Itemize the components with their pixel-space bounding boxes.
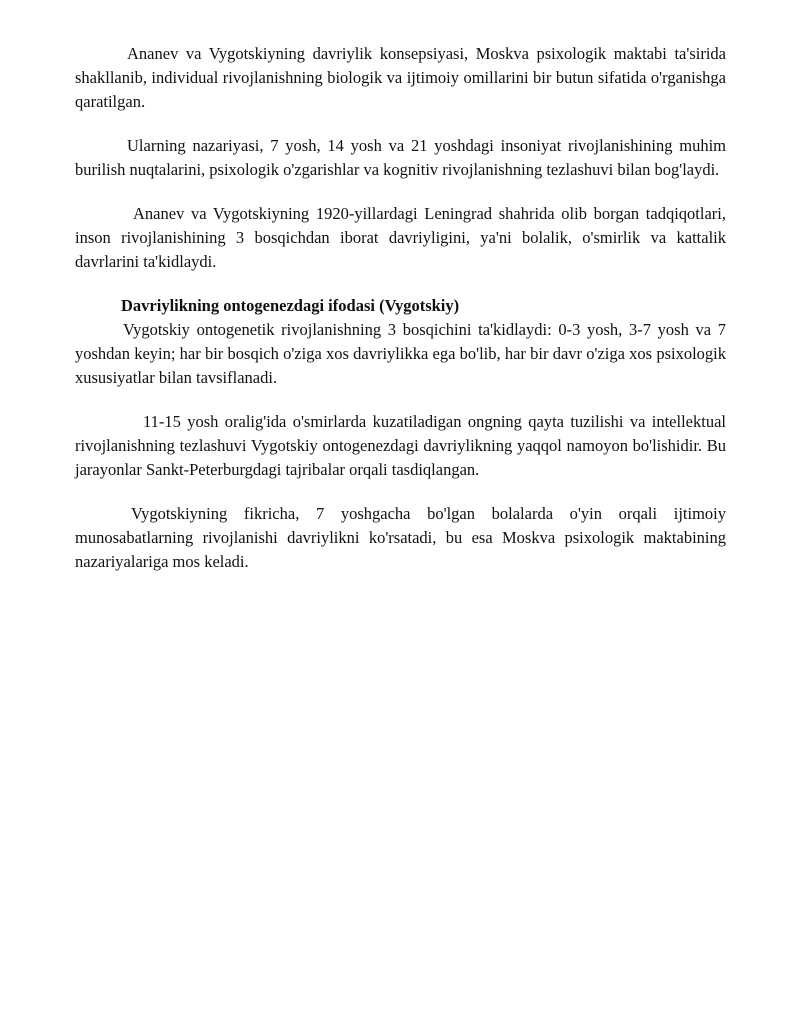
section-paragraph-2: 11-15 yosh oralig'ida o'smirlarda kuzatiladigan ongning qayta tuzilishi va intellektual rivojlanishning tezlashuvi Vygotskiy ontogenezdagi davriylikning yaqqol namoyon bo'lishidir. Bu jarayonlar Sankt-Peterburgdagi tajribalar orqali tasdiqlangan. bbox=[75, 412, 726, 479]
section-paragraph-3: Vygotskiyning fikricha, 7 yoshgacha bo'lgan bolalarda o'yin orqali ijtimoiy munosabatlarning rivojlanishi davriylikni ko'rsatadi, bu esa Moskva psixologik maktabining nazariyalariga mos keladi. bbox=[75, 504, 726, 571]
paragraph-2: Ularning nazariyasi, 7 yosh, 14 yosh va 21 yoshdagi insoniyat rivojlanishining muhim burilish nuqtalarini, psixologik o'zgarishlar va kognitiv rivojlanishning tezlashuvi bilan bog'laydi. bbox=[75, 136, 726, 179]
section-heading: Davriylikning ontogenezdagi ifodasi (Vygotskiy) bbox=[121, 296, 460, 315]
document-page bbox=[75, 42, 726, 594]
paragraph-1: Ananev va Vygotskiyning davriylik konsepsiyasi, Moskva psixologik maktabi ta'sirida shakllanib, individual rivojlanishning biologik va ijtimoiy omillarini bir butun sifatida o'rganishga qaratilgan. bbox=[75, 44, 726, 111]
paragraph-3: Ananev va Vygotskiyning 1920-yillardagi Leningrad shahrida olib borgan tadqiqotlari, inson rivojlanishining 3 bosqichdan iborat davriyligini, ya'ni bolalik, o'smirlik va kattalik davrlarini ta'kidlaydi. bbox=[75, 204, 726, 271]
section-paragraph-1: Vygotskiy ontogenetik rivojlanishning 3 bosqichini ta'kidlaydi: 0-3 yosh, 3-7 yosh va 7 yoshdan keyin; har bir bosqich o'ziga xos davriylikka ega bo'lib, har bir davr o'ziga xos psixologik xususiyatlar bilan tavsiflanadi. bbox=[75, 320, 726, 387]
